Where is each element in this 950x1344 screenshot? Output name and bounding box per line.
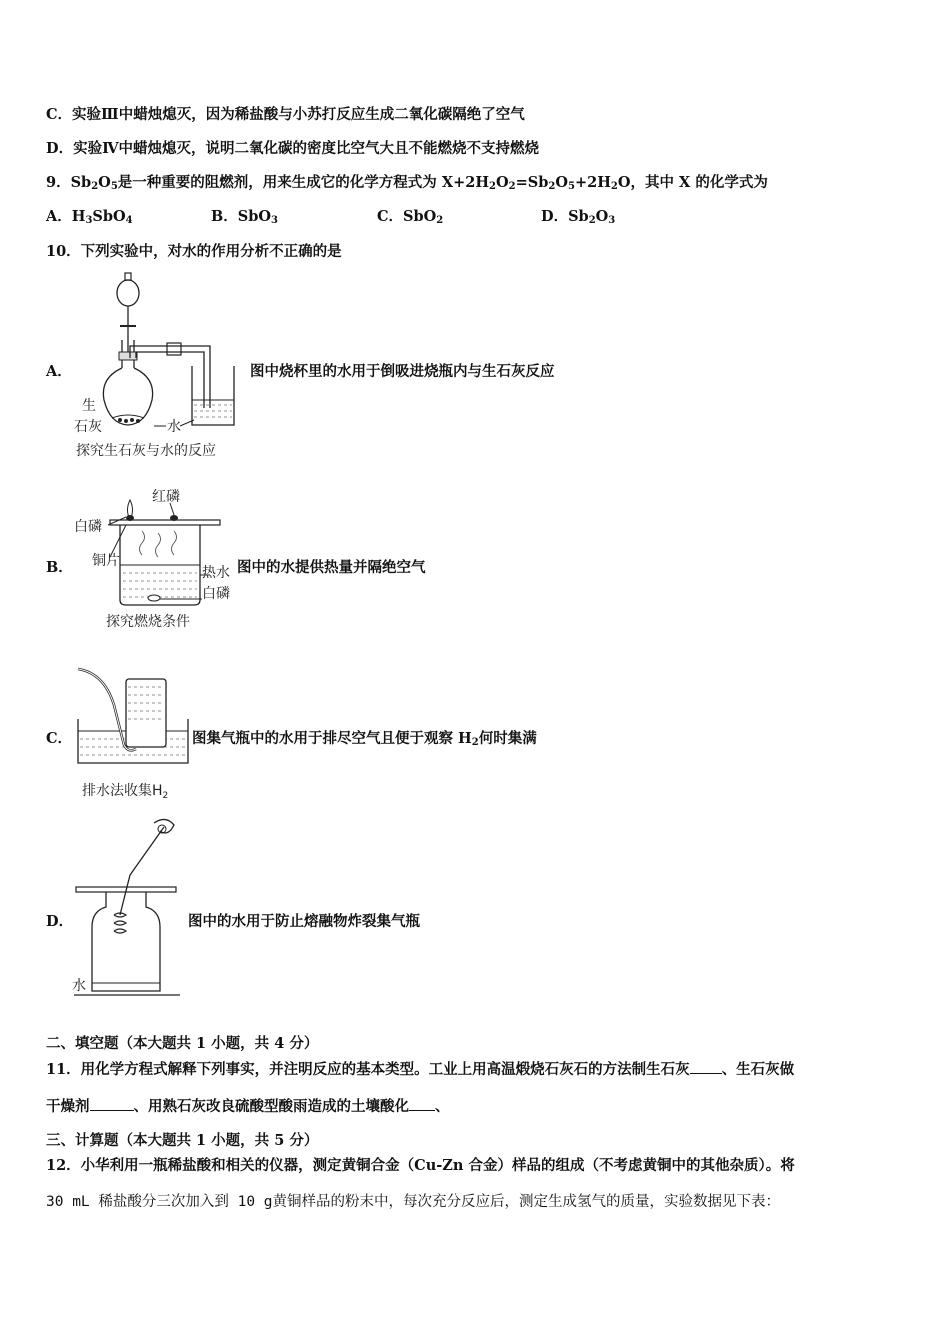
q12-line-1: 12．小华利用一瓶稀盐酸和相关的仪器，测定黄铜合金（Cu-Zn 合金）样品的组成（不考虑黄铜中的其他杂质）。将: [46, 1157, 795, 1174]
water-displacement-h2-figure: [74, 665, 194, 805]
iron-combustion-jar-figure: [70, 815, 195, 1005]
answer-blank-2[interactable]: [90, 1096, 134, 1111]
label-white-phosphorus-2: 白磷: [202, 586, 230, 602]
q10-option-c-desc: 图集气瓶中的水用于排尽空气且便于观察 $H_2$何时集满: [192, 730, 537, 748]
q9-stem: 9．$Sb_2O_5$是一种重要的阻燃剂，用来生成它的化学方程式为 $X+2H_2O_2=Sb_2O_5+2H_2O$，其中 X 的化学式为: [46, 174, 768, 192]
q8-option-c: C．实验Ⅲ中蜡烛熄灭，因为稀盐酸与小苏打反应生成二氧化碳隔绝了空气: [46, 106, 525, 123]
label-water: 水: [167, 419, 181, 435]
q8-option-d: D．实验Ⅳ中蜡烛熄灭，说明二氧化碳的密度比空气大且不能燃烧不支持燃烧: [46, 140, 540, 157]
answer-blank-3[interactable]: [409, 1096, 435, 1111]
q9-option-b: B．SbO$_3$: [211, 208, 278, 226]
q10-option-a-desc: 图中烧杯里的水用于倒吸进烧瓶内与生石灰反应: [250, 363, 555, 380]
label-copper-plate: 铜片: [92, 553, 120, 569]
quicklime-water-apparatus-figure: [72, 268, 262, 468]
section-3-heading: 三、计算题（本大题共 1 小题，共 5 分）: [46, 1132, 319, 1149]
q11-line-1: 11．用化学方程式解释下列事实，并注明反应的基本类型。工业上用高温煅烧石灰石的方法制生石灰 、生石灰做: [46, 1061, 795, 1078]
q10-option-d-desc: 图中的水用于防止熔融物炸裂集气瓶: [188, 913, 420, 930]
q10-stem: 10．下列实验中，对水的作用分析不正确的是: [46, 243, 342, 260]
figure-caption: 探究燃烧条件: [106, 614, 190, 630]
q9-option-a: A．$H_3SbO_4$: [46, 208, 133, 226]
figure-caption: 探究生石灰与水的反应: [76, 443, 216, 459]
label-shihui: 石灰: [74, 419, 102, 435]
figure-caption: 排水法收集$H_2$: [82, 783, 169, 801]
q10-option-b-desc: 图中的水提供热量并隔绝空气: [237, 559, 426, 576]
label-sheng: 生: [82, 398, 96, 414]
q10-option-b-label: B．: [46, 559, 73, 576]
label-red-phosphorus: 红磷: [152, 489, 180, 505]
label-water: 水: [72, 978, 86, 994]
answer-blank-1[interactable]: [690, 1059, 722, 1074]
q9-option-d: D．$Sb_2O_3$: [541, 208, 616, 226]
label-white-phosphorus: 白磷: [74, 519, 102, 535]
q10-option-d-label: D．: [46, 913, 74, 930]
q10-option-c-label: C．: [46, 730, 73, 747]
q11-line-2: 干燥剂 、用熟石灰改良硫酸型酸雨造成的土壤酸化 、: [46, 1098, 450, 1115]
q9-option-c: C．SbO$_2$: [377, 208, 444, 226]
q12-line-2: 30 mL 稀盐酸分三次加入到 10 g黄铜样品的粉末中，每次充分反应后，测定生成氢气的质量，实验数据见下表：: [46, 1194, 781, 1210]
combustion-conditions-figure: [70, 485, 245, 635]
label-hot-water: 热水: [202, 565, 230, 581]
q10-option-a-label: A．: [46, 363, 72, 380]
section-2-heading: 二、填空题（本大题共 1 小题，共 4 分）: [46, 1035, 319, 1052]
